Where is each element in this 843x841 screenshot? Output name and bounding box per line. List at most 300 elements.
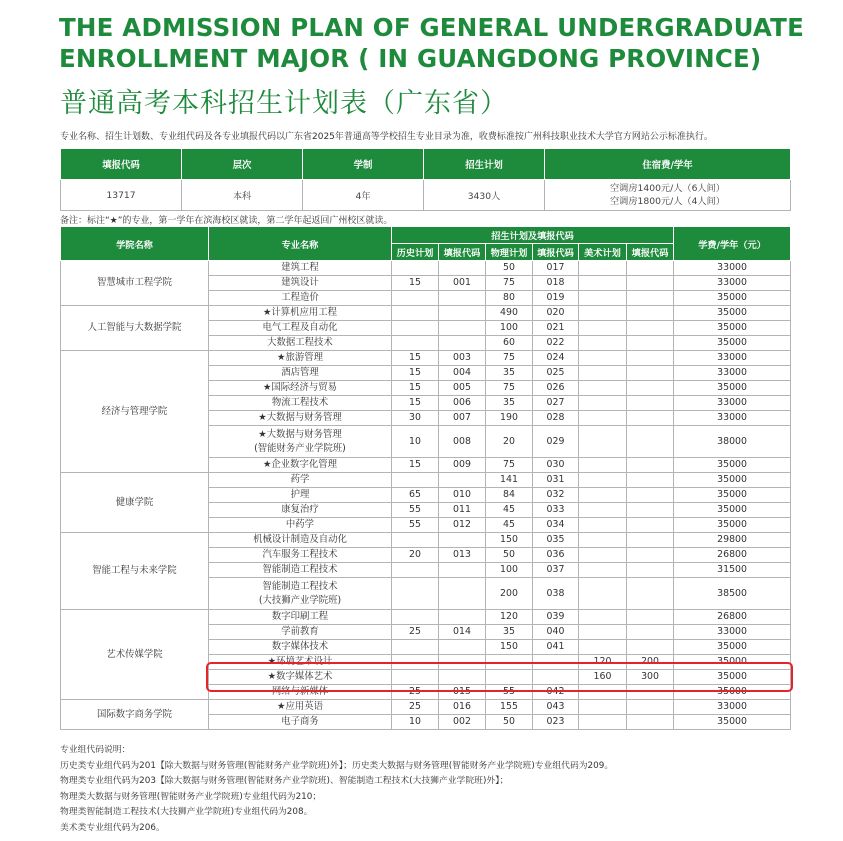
physics-plan-cell: 45 [486, 503, 533, 518]
major-name-line: ★国际经济与贸易 [262, 382, 338, 393]
art-plan-cell [579, 426, 627, 458]
art-plan-cell [579, 458, 627, 473]
physics-plan-cell: 150 [486, 640, 533, 655]
summary-accommodation [545, 180, 791, 211]
note-text: 备注：标注“★”的专业，第一学年在滨海校区就读，第二学年起返回广州校区就读。 [60, 216, 393, 226]
tuition-cell: 33000 [674, 411, 791, 426]
major-name-line: 学前教育 [281, 626, 319, 637]
major-name [209, 548, 392, 563]
physics-plan-cell: 55 [486, 685, 533, 700]
history-plan-cell: 15 [392, 351, 439, 366]
physics-plan-cell: 100 [486, 563, 533, 578]
history-plan-cell [392, 610, 439, 625]
physics-code-cell: 037 [533, 563, 579, 578]
history-plan-cell [392, 640, 439, 655]
physics-plan-cell: 45 [486, 518, 533, 533]
major-name-line: 机械设计制造及自动化 [253, 534, 347, 545]
history-plan-cell: 65 [392, 488, 439, 503]
art-plan-cell [579, 625, 627, 640]
tuition-cell: 26800 [674, 548, 791, 563]
art-plan-cell [579, 381, 627, 396]
physics-plan-cell: 84 [486, 488, 533, 503]
history-plan-cell: 55 [392, 503, 439, 518]
summary-header-accommodation: 住宿费/学年 [545, 149, 791, 180]
history-code-cell [439, 306, 486, 321]
major-name [209, 336, 392, 351]
major-name-line: ★应用英语 [277, 701, 323, 712]
art-code-cell [627, 351, 674, 366]
history-plan-cell: 20 [392, 548, 439, 563]
footer-line: 物理类大数据与财务管理(智能财务产业学院班)专业组代码为210； [60, 791, 322, 802]
majors-table [60, 226, 791, 730]
tuition-cell: 35000 [674, 518, 791, 533]
major-name-line: 药学 [290, 474, 310, 485]
physics-plan-cell: 75 [486, 351, 533, 366]
physics-code-cell: 025 [533, 366, 579, 381]
tuition-cell: 35000 [674, 503, 791, 518]
tuition-cell: 35000 [674, 655, 791, 670]
art-code-cell [627, 411, 674, 426]
art-code-cell [627, 533, 674, 548]
header-tuition: 学费/学年（元） [674, 227, 791, 261]
history-plan-cell: 25 [392, 625, 439, 640]
college-name: 人工智能与大数据学院 [61, 306, 209, 351]
history-code-cell: 001 [439, 276, 486, 291]
header-major: 专业名称 [209, 227, 392, 261]
physics-plan-cell: 60 [486, 336, 533, 351]
page-title-chinese: 普通高考本科招生计划表（广东省） [60, 88, 508, 119]
major-name [209, 578, 392, 610]
major-name-line: 中药学 [285, 519, 315, 530]
table-row [61, 533, 791, 548]
art-code-cell [627, 321, 674, 336]
table-row [61, 261, 791, 276]
footer-line: 物理类专业组代码为203【除大数据与财务管理(智能财务产业学院班)、智能制造工程技术(大技狮产业学院班)外】； [60, 776, 509, 786]
history-code-cell [439, 578, 486, 610]
major-name [209, 715, 392, 730]
history-plan-cell [392, 291, 439, 306]
accommodation-fee-6: 空调房1400元/人（6人间） [609, 183, 725, 194]
page-title-english: THE ADMISSION PLAN OF GENERAL UNDERGRADUATE ENROLLMENT MAJOR ( IN GUANGDONG PROVINCE) [59, 13, 805, 73]
art-plan-cell [579, 715, 627, 730]
major-name [209, 321, 392, 336]
art-plan-cell [579, 336, 627, 351]
art-plan-cell [579, 351, 627, 366]
physics-plan-cell: 35 [486, 396, 533, 411]
major-name [209, 503, 392, 518]
art-plan-cell [579, 291, 627, 306]
art-code-cell [627, 610, 674, 625]
art-code-cell [627, 426, 674, 458]
art-plan-cell [579, 640, 627, 655]
accommodation-fee-4: 空调房1800元/人（4人间） [609, 196, 725, 207]
physics-plan-cell: 75 [486, 381, 533, 396]
major-name [209, 625, 392, 640]
major-name-line: 康复治疗 [281, 504, 319, 515]
major-name [209, 276, 392, 291]
major-name [209, 518, 392, 533]
art-plan-cell [579, 306, 627, 321]
art-code-cell [627, 548, 674, 563]
college-name: 经济与管理学院 [61, 351, 209, 473]
history-code-cell [439, 261, 486, 276]
art-code-cell: 200 [627, 655, 674, 670]
physics-code-cell: 032 [533, 488, 579, 503]
physics-plan-cell: 490 [486, 306, 533, 321]
major-name-line: ★数字媒体艺术 [267, 671, 333, 682]
art-plan-cell [579, 321, 627, 336]
physics-plan-cell: 190 [486, 411, 533, 426]
tuition-cell: 33000 [674, 351, 791, 366]
history-code-cell: 004 [439, 366, 486, 381]
major-name [209, 366, 392, 381]
history-plan-cell: 15 [392, 381, 439, 396]
major-name-line: 护理 [290, 489, 310, 500]
history-plan-cell [392, 563, 439, 578]
history-code-cell [439, 563, 486, 578]
history-plan-cell [392, 533, 439, 548]
history-plan-cell [392, 578, 439, 610]
major-name-line: 电子商务 [281, 716, 319, 727]
major-name [209, 291, 392, 306]
major-name [209, 533, 392, 548]
major-name-line: 电气工程及自动化 [262, 322, 338, 333]
footer-line: 美术类专业组代码为206。 [60, 822, 165, 833]
history-code-cell: 010 [439, 488, 486, 503]
history-code-cell: 007 [439, 411, 486, 426]
major-name-line: ★大数据与财务管理 [258, 428, 342, 440]
history-plan-cell [392, 321, 439, 336]
art-plan-cell [579, 563, 627, 578]
history-code-cell [439, 321, 486, 336]
college-name: 智能工程与未来学院 [61, 533, 209, 610]
history-code-cell: 014 [439, 625, 486, 640]
tuition-cell: 35000 [674, 473, 791, 488]
major-name-line: 建筑工程 [281, 262, 319, 273]
footer-line: 物理类智能制造工程技术(大技狮产业学院班)专业组代码为208。 [60, 807, 313, 817]
major-name [209, 351, 392, 366]
highlight-box [206, 662, 793, 692]
physics-code-cell: 041 [533, 640, 579, 655]
majors-body [61, 261, 791, 730]
physics-plan-cell: 150 [486, 533, 533, 548]
header-college: 学院名称 [61, 227, 209, 261]
history-plan-cell: 15 [392, 396, 439, 411]
summary-table [60, 148, 791, 211]
history-code-cell [439, 533, 486, 548]
art-plan-cell [579, 610, 627, 625]
art-code-cell [627, 396, 674, 411]
physics-code-cell: 043 [533, 700, 579, 715]
major-name [209, 640, 392, 655]
table-row [61, 700, 791, 715]
college-name: 智慧城市工程学院 [61, 261, 209, 306]
physics-plan-cell: 20 [486, 426, 533, 458]
art-plan-cell [579, 473, 627, 488]
major-name [209, 396, 392, 411]
major-name-line: 数字媒体技术 [271, 641, 329, 652]
physics-code-cell: 022 [533, 336, 579, 351]
art-plan-cell: 120 [579, 655, 627, 670]
major-name [209, 473, 392, 488]
art-code-cell [627, 715, 674, 730]
physics-code-cell: 024 [533, 351, 579, 366]
major-name-line: ★计算机应用工程 [262, 307, 338, 318]
physics-code-cell: 039 [533, 610, 579, 625]
table-row [61, 306, 791, 321]
art-plan-cell [579, 533, 627, 548]
physics-code-cell: 026 [533, 381, 579, 396]
history-plan-cell [392, 473, 439, 488]
physics-code-cell: 038 [533, 578, 579, 610]
art-code-cell [627, 518, 674, 533]
history-code-cell: 011 [439, 503, 486, 518]
tuition-cell: 35000 [674, 291, 791, 306]
table-row [61, 610, 791, 625]
majors-header-row-1 [61, 227, 791, 244]
major-name-line: ★旅游管理 [277, 352, 323, 363]
physics-code-cell: 033 [533, 503, 579, 518]
tuition-cell: 35000 [674, 715, 791, 730]
tuition-cell: 38500 [674, 578, 791, 610]
tuition-cell: 35000 [674, 640, 791, 655]
history-code-cell [439, 610, 486, 625]
physics-code-cell: 027 [533, 396, 579, 411]
history-code-cell: 003 [439, 351, 486, 366]
history-plan-cell: 55 [392, 518, 439, 533]
history-plan-cell: 10 [392, 715, 439, 730]
history-plan-cell: 30 [392, 411, 439, 426]
header-physics-plan: 物理计划 [486, 244, 533, 261]
art-code-cell [627, 381, 674, 396]
summary-header-duration: 学制 [303, 149, 424, 180]
table-row [61, 351, 791, 366]
major-name-line: ★大数据与财务管理 [258, 412, 342, 423]
art-plan-cell [579, 700, 627, 715]
tuition-cell: 33000 [674, 625, 791, 640]
art-code-cell [627, 640, 674, 655]
table-row [61, 473, 791, 488]
tuition-cell: 33000 [674, 276, 791, 291]
physics-code-cell: 020 [533, 306, 579, 321]
history-plan-cell [392, 261, 439, 276]
history-code-cell [439, 473, 486, 488]
art-plan-cell [579, 488, 627, 503]
history-code-cell [439, 291, 486, 306]
art-plan-cell [579, 503, 627, 518]
tuition-cell: 35000 [674, 381, 791, 396]
major-name-line: 数字印刷工程 [271, 611, 329, 622]
footer-line: 专业组代码说明： [60, 745, 131, 755]
history-code-cell [439, 640, 486, 655]
history-plan-cell [392, 306, 439, 321]
art-code-cell [627, 563, 674, 578]
major-name-subline: (大技狮产业学院班) [258, 594, 342, 606]
tuition-cell: 35000 [674, 336, 791, 351]
art-code-cell [627, 291, 674, 306]
tuition-cell: 35000 [674, 458, 791, 473]
art-plan-cell [579, 396, 627, 411]
tuition-cell: 35000 [674, 488, 791, 503]
history-plan-cell: 15 [392, 458, 439, 473]
major-name [209, 261, 392, 276]
physics-code-cell: 018 [533, 276, 579, 291]
major-name-line: 汽车服务工程技术 [262, 549, 338, 560]
art-code-cell [627, 336, 674, 351]
physics-code-cell: 028 [533, 411, 579, 426]
footer-line: 历史类专业组代码为201【除大数据与财务管理(智能财务产业学院班)外】；历史类大数据与财务管理(智能财务产业学院班)专业组代码为209。 [60, 760, 614, 771]
summary-header-row [61, 149, 791, 180]
summary-header-level: 层次 [182, 149, 303, 180]
college-name: 艺术传媒学院 [61, 610, 209, 700]
art-plan-cell: 160 [579, 670, 627, 685]
major-name-line: 工程造价 [281, 292, 319, 303]
major-name-line: 大数据工程技术 [267, 337, 333, 348]
history-code-cell: 005 [439, 381, 486, 396]
physics-plan-cell: 75 [486, 276, 533, 291]
physics-plan-cell: 120 [486, 610, 533, 625]
header-plan-group: 招生计划及填报代码 [392, 227, 674, 244]
major-name [209, 306, 392, 321]
physics-code-cell: 021 [533, 321, 579, 336]
history-plan-cell: 15 [392, 366, 439, 381]
physics-code-cell: 035 [533, 533, 579, 548]
summary-header-code: 填报代码 [61, 149, 182, 180]
physics-plan-cell: 50 [486, 715, 533, 730]
college-name: 健康学院 [61, 473, 209, 533]
major-name-subline: (智能财务产业学院班) [254, 442, 346, 454]
art-code-cell [627, 458, 674, 473]
major-name [209, 488, 392, 503]
art-code-cell [627, 261, 674, 276]
tuition-cell: 38000 [674, 426, 791, 458]
physics-code-cell: 040 [533, 625, 579, 640]
art-code-cell [627, 625, 674, 640]
art-code-cell [627, 366, 674, 381]
history-code-cell: 006 [439, 396, 486, 411]
physics-code-cell: 031 [533, 473, 579, 488]
major-name-line: 酒店管理 [281, 367, 319, 378]
art-code-cell [627, 306, 674, 321]
history-plan-cell: 15 [392, 276, 439, 291]
tuition-cell: 29800 [674, 533, 791, 548]
major-name [209, 700, 392, 715]
art-code-cell [627, 488, 674, 503]
physics-code-cell: 017 [533, 261, 579, 276]
art-plan-cell [579, 276, 627, 291]
tuition-cell: 35000 [674, 306, 791, 321]
art-code-cell [627, 473, 674, 488]
physics-code-cell: 030 [533, 458, 579, 473]
major-name-line: 网络与新媒体 [271, 686, 329, 697]
art-plan-cell [579, 366, 627, 381]
summary-duration: 4年 [303, 180, 424, 211]
physics-plan-cell: 155 [486, 700, 533, 715]
major-name [209, 411, 392, 426]
physics-code-cell: 036 [533, 548, 579, 563]
history-code-cell: 015 [439, 685, 486, 700]
header-art-plan: 美术计划 [579, 244, 627, 261]
major-name-line: 建筑设计 [281, 277, 319, 288]
tuition-cell: 33000 [674, 700, 791, 715]
history-plan-cell [392, 336, 439, 351]
college-name: 国际数字商务学院 [61, 700, 209, 730]
history-code-cell: 008 [439, 426, 486, 458]
tuition-cell: 35000 [674, 685, 791, 700]
history-plan-cell: 10 [392, 426, 439, 458]
physics-plan-cell: 141 [486, 473, 533, 488]
summary-data-row [61, 180, 791, 211]
physics-plan-cell: 35 [486, 366, 533, 381]
footer-notes [60, 743, 820, 836]
major-name-line: 智能制造工程技术 [262, 580, 338, 592]
physics-plan-cell: 50 [486, 261, 533, 276]
physics-code-cell: 034 [533, 518, 579, 533]
tuition-cell: 26800 [674, 610, 791, 625]
history-code-cell: 013 [439, 548, 486, 563]
summary-code: 13717 [61, 180, 182, 211]
major-name [209, 426, 392, 458]
physics-plan-cell: 100 [486, 321, 533, 336]
art-code-cell [627, 503, 674, 518]
tuition-cell: 33000 [674, 261, 791, 276]
history-code-cell: 016 [439, 700, 486, 715]
major-name-line: ★环境艺术设计 [267, 656, 333, 667]
physics-plan-cell: 35 [486, 625, 533, 640]
physics-code-cell: 019 [533, 291, 579, 306]
tuition-cell: 35000 [674, 321, 791, 336]
header-physics-code: 填报代码 [533, 244, 579, 261]
physics-code-cell: 029 [533, 426, 579, 458]
major-name [209, 563, 392, 578]
history-plan-cell: 25 [392, 700, 439, 715]
major-name [209, 381, 392, 396]
major-name [209, 610, 392, 625]
major-name-line: ★企业数字化管理 [262, 459, 338, 470]
physics-plan-cell: 50 [486, 548, 533, 563]
history-code-cell: 009 [439, 458, 486, 473]
art-code-cell [627, 276, 674, 291]
summary-plan: 3430人 [424, 180, 545, 211]
physics-plan-cell: 80 [486, 291, 533, 306]
history-plan-cell: 25 [392, 685, 439, 700]
major-name-line: 智能制造工程技术 [262, 564, 338, 575]
art-plan-cell [579, 548, 627, 563]
physics-code-cell: 023 [533, 715, 579, 730]
art-plan-cell [579, 518, 627, 533]
art-code-cell: 300 [627, 670, 674, 685]
header-history-plan: 历史计划 [392, 244, 439, 261]
intro-text: 专业名称、招生计划数、专业组代码及各专业填报代码以广东省2025年普通高等学校招生专业目录为准，收费标准按广州科技职业技术大学官方网站公示标准执行。 [60, 132, 713, 142]
physics-code-cell: 042 [533, 685, 579, 700]
art-plan-cell [579, 411, 627, 426]
tuition-cell: 33000 [674, 366, 791, 381]
history-code-cell [439, 336, 486, 351]
history-code-cell: 002 [439, 715, 486, 730]
header-history-code: 填报代码 [439, 244, 486, 261]
major-name [209, 458, 392, 473]
history-code-cell: 012 [439, 518, 486, 533]
art-plan-cell [579, 578, 627, 610]
physics-plan-cell: 75 [486, 458, 533, 473]
major-name-line: 物流工程技术 [271, 397, 329, 408]
summary-header-plan: 招生计划 [424, 149, 545, 180]
header-art-code: 填报代码 [627, 244, 674, 261]
tuition-cell: 35000 [674, 670, 791, 685]
tuition-cell: 31500 [674, 563, 791, 578]
art-plan-cell [579, 261, 627, 276]
summary-level: 本科 [182, 180, 303, 211]
